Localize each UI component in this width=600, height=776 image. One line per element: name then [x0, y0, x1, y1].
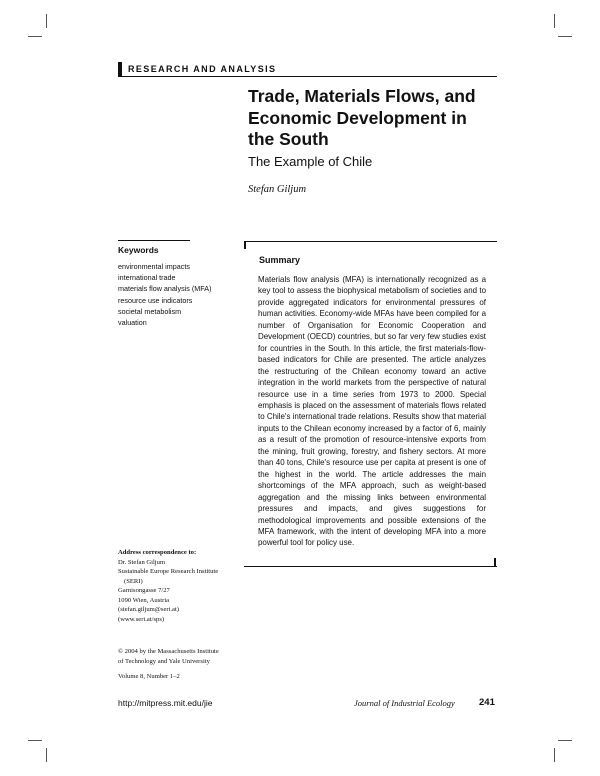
correspondence-email: (stefan.giljum@seri.at) [118, 606, 180, 613]
crop-mark [558, 740, 572, 741]
crop-mark [46, 14, 47, 28]
article-subtitle: The Example of Chile [248, 154, 373, 169]
title-line: the South [248, 129, 329, 149]
correspondence-heading: Address correspondence to: [118, 549, 197, 556]
keyword-item: societal metabolism [118, 306, 182, 316]
section-marker [118, 62, 122, 76]
correspondence-line: Dr. Stefan Giljum [118, 558, 166, 566]
correspondence-web: (www.seri.at/sps) [118, 615, 165, 623]
keyword-item: valuation [118, 318, 147, 328]
correspondence-line: 1090 Wien, Austria [118, 596, 170, 604]
summary-bottom-tick [494, 558, 496, 567]
article-author: Stefan Giljum [248, 184, 307, 195]
crop-mark [46, 748, 47, 762]
correspondence-block [118, 548, 218, 624]
keyword-item: international trade [118, 273, 176, 283]
keyword-item: materials flow analysis (MFA) [118, 284, 212, 294]
keywords-rule [118, 240, 190, 241]
footer-journal-name: Journal of Industrial Ecology [354, 698, 455, 708]
page-number: 241 [479, 697, 495, 708]
correspondence-line: (SERI) [124, 577, 143, 585]
summary-bottom-rule [244, 566, 497, 567]
crop-mark [28, 740, 42, 741]
summary-top-rule [244, 241, 497, 242]
keywords-heading: Keywords [118, 245, 159, 255]
copyright-line: of Technology and Yale University [118, 657, 210, 665]
keyword-item: resource use indicators [118, 295, 193, 305]
copyright-line: © 2004 by the Massachusetts Institute [118, 648, 219, 655]
section-label: RESEARCH AND ANALYSIS [128, 64, 277, 74]
title-line: Economic Development in [248, 107, 467, 128]
crop-mark [554, 748, 555, 762]
title-line: Trade, Materials Flows, and [248, 86, 476, 106]
summary-text: Materials flow analysis (MFA) is internationally recognized as a key tool to assess the biophysical metabolism of societies and to provide aggregated indicators for environmental pressures of human activities. Economy-wide MFAs have been compiled for a number of Organisation for Economic Cooperation and Development (OECD) countries, but so far very few studies exist for countries in the South. In this article, the first materials-flow-based indicators for Chile are presented. The article analyzes the restructuring of the Chilean economy toward an active integration in the world markets from the perspective of natural resource use in a time series from 1973 to 2000. Special emphasis is placed on the assessment of materials flows related to Chile's international trade relations. Results show that material inputs to the Chilean economy increased by a factor of 6, mainly as a result of the promotion of resource-intensive exports from the mining, fruit growing, forestry, and fishery sectors. At more than 40 tons, Chile's resource use per capita at present is one of the highest in the world. The article addresses the main shortcomings of the MFA approach, such as weight-based aggregation and the missing links between environmental pressures and impacts, and gives suggestions for methodological improvements and possible extensions of the MFA framework, with the intent of developing MFA into a more powerful tool for policy use. [258, 275, 486, 548]
footer-url-link[interactable]: http://mitpress.mit.edu/jie [118, 698, 213, 708]
crop-mark [558, 36, 572, 37]
copyright-notice [118, 647, 219, 666]
keyword-item: environmental impacts [118, 262, 190, 271]
crop-mark [28, 36, 42, 37]
section-rule [118, 76, 497, 77]
keywords-list [118, 261, 211, 328]
article-title [248, 86, 508, 151]
volume-info: Volume 8, Number 1–2 [118, 673, 180, 680]
correspondence-line: Sustainable Europe Research Institute [118, 568, 219, 575]
summary-top-tick [244, 241, 246, 249]
summary-heading: Summary [259, 255, 301, 265]
crop-mark [554, 14, 555, 28]
correspondence-line: Garnisongasse 7/27 [118, 587, 170, 594]
